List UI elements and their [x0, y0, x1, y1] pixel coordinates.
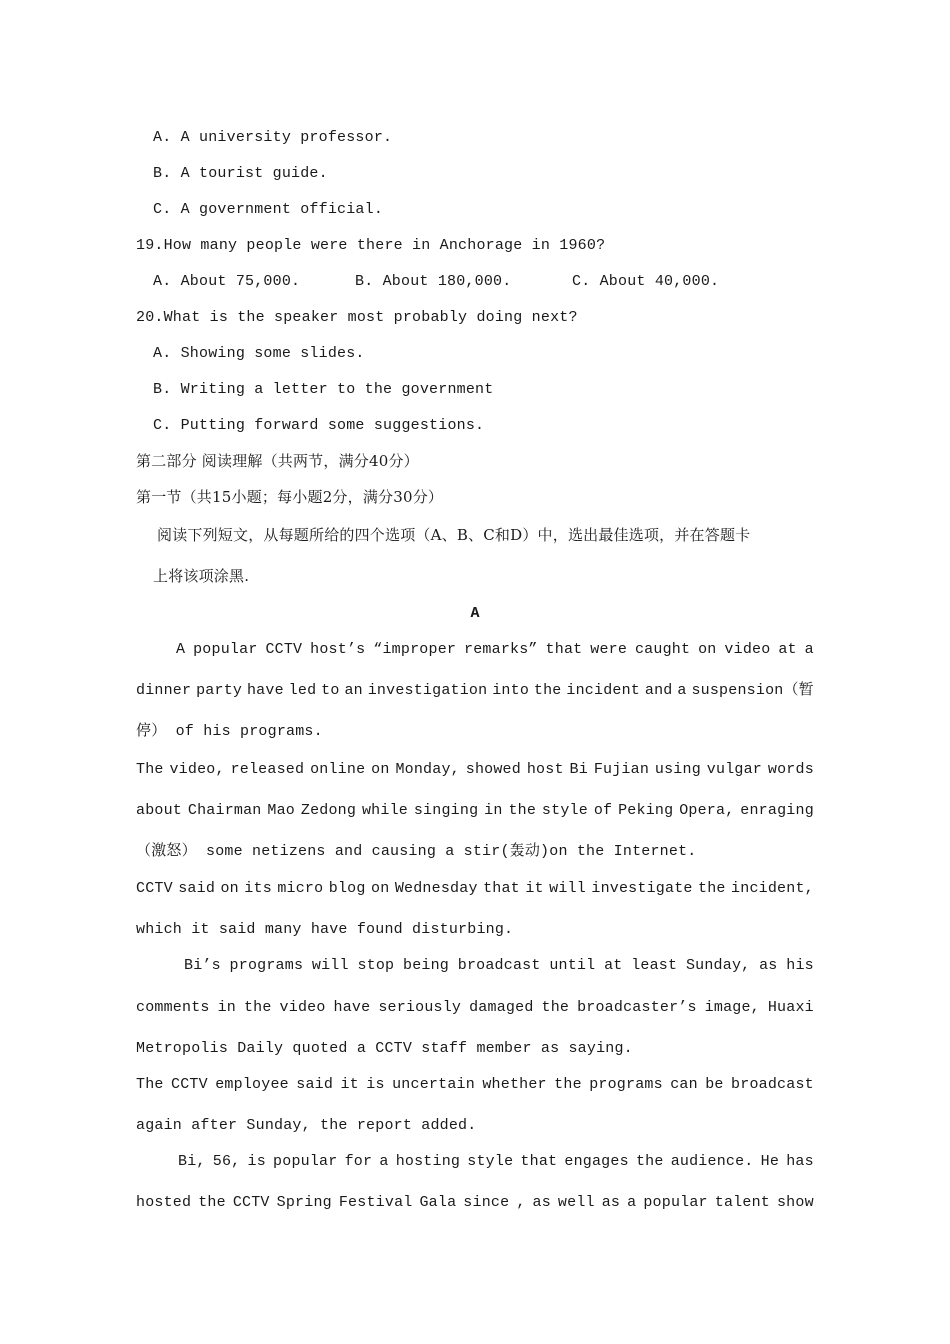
passage-line: Metropolis Daily quoted a CCTV staff member as saying.	[136, 1040, 633, 1057]
passage-line: CCTV said on its micro blog on Wednesday that it will investigate the incident,	[136, 880, 814, 897]
passage-line: dinner party have led to an investigation into the incident and a suspension（暂	[136, 682, 814, 699]
q20-option-a: A. Showing some slides.	[153, 345, 365, 362]
passage-label: A	[470, 605, 480, 622]
passage-line: about Chairman Mao Zedong while singing in the style of Peking Opera, enraging	[136, 802, 814, 819]
q18-option-a: A. A university professor.	[153, 129, 393, 146]
q18-option-b: B. A tourist guide.	[153, 165, 328, 182]
instructions-line-1: 阅读下列短文，从每题所给的四个选项（A、B、C和D）中，选出最佳选项，并在答题卡	[157, 526, 751, 544]
passage-line: hosted the CCTV Spring Festival Gala since , as well as a popular talent show	[136, 1194, 814, 1211]
passage-line: The video, released online on Monday, showed host Bi Fujian using vulgar words	[136, 761, 814, 778]
passage-line: which it said many have found disturbing.	[136, 921, 514, 938]
section1-heading: 第一节（共15小题；每小题2分，满分30分）	[136, 488, 444, 506]
passage-line: again after Sunday, the report added.	[136, 1117, 477, 1134]
q19-option-a: A. About 75,000.	[153, 273, 301, 290]
q20-question: 20.What is the speaker most probably doing next?	[136, 309, 578, 326]
passage-line: 停） of his programs.	[136, 723, 323, 740]
part2-heading: 第二部分 阅读理解（共两节，满分40分）	[136, 452, 419, 470]
passage-line: （激怒） some netizens and causing a stir(轰动)on the Internet.	[136, 843, 697, 860]
passage-line: comments in the video have seriously damaged the broadcaster’s image, Huaxi	[136, 999, 814, 1016]
passage-line: The CCTV employee said it is uncertain whether the programs can be broadcast	[136, 1076, 814, 1093]
q20-option-c: C. Putting forward some suggestions.	[153, 417, 485, 434]
q19-question: 19.How many people were there in Anchorage in 1960?	[136, 237, 606, 254]
instructions-line-2: 上将该项涂黑.	[153, 567, 250, 585]
q18-option-c: C. A government official.	[153, 201, 384, 218]
passage-line: Bi’s programs will stop being broadcast until at least Sunday, as his	[184, 957, 814, 974]
q19-option-c: C. About 40,000.	[572, 273, 720, 290]
q19-option-b: B. About 180,000.	[355, 273, 512, 290]
passage-line: Bi, 56, is popular for a hosting style that engages the audience. He has	[178, 1153, 814, 1170]
q20-option-b: B. Writing a letter to the government	[153, 381, 494, 398]
passage-line: A popular CCTV host’s “improper remarks” that were caught on video at a	[176, 641, 814, 658]
